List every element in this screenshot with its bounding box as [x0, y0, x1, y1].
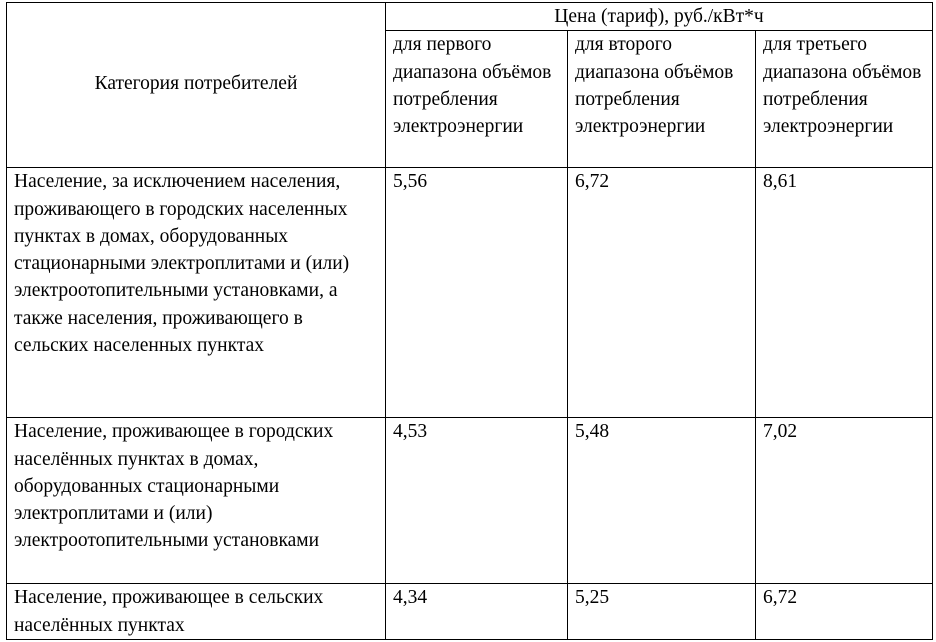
header-row-price [7, 3, 933, 31]
table-row [7, 418, 933, 584]
category-text: Население, проживающее в городских населённых пунктах в домах, оборудованных стационарными электроплитами и (или) электроотопительными установками [14, 421, 334, 552]
tariff-table [6, 2, 933, 640]
category-cell [7, 418, 386, 584]
price-second-range: 6,72 [568, 168, 756, 418]
price-first-range: 4,34 [386, 584, 568, 640]
price-second-range: 5,25 [568, 584, 756, 640]
price-third-range: 6,72 [756, 584, 933, 640]
header-category: Категория потребителей [7, 3, 386, 168]
price-first-range: 4,53 [386, 418, 568, 584]
table-row [7, 584, 933, 640]
category-cell [7, 584, 386, 640]
table-row [7, 168, 933, 418]
price-second-range: 5,48 [568, 418, 756, 584]
header-range-second: для второго диапазона объёмов потребления электроэнергии [568, 31, 756, 168]
category-cell [7, 168, 386, 418]
header-price: Цена (тариф), руб./кВт*ч [386, 3, 933, 31]
price-third-range: 8,61 [756, 168, 933, 418]
header-range-third: для третьего диапазона объёмов потребления электроэнергии [756, 31, 933, 168]
price-first-range: 5,56 [386, 168, 568, 418]
category-text: Население, за исключением населения, проживающего в городских населенных пунктах в домах, оборудованных стационарными электроплитами и (или) электроотопительными установками, а также населения, проживающего в сельских населенных пунктах [14, 171, 350, 357]
price-third-range: 7,02 [756, 418, 933, 584]
category-text: Население, проживающее в сельских населённых пунктах [14, 587, 324, 636]
header-range-first: для первого диапазона объёмов потребления электроэнергии [386, 31, 568, 168]
